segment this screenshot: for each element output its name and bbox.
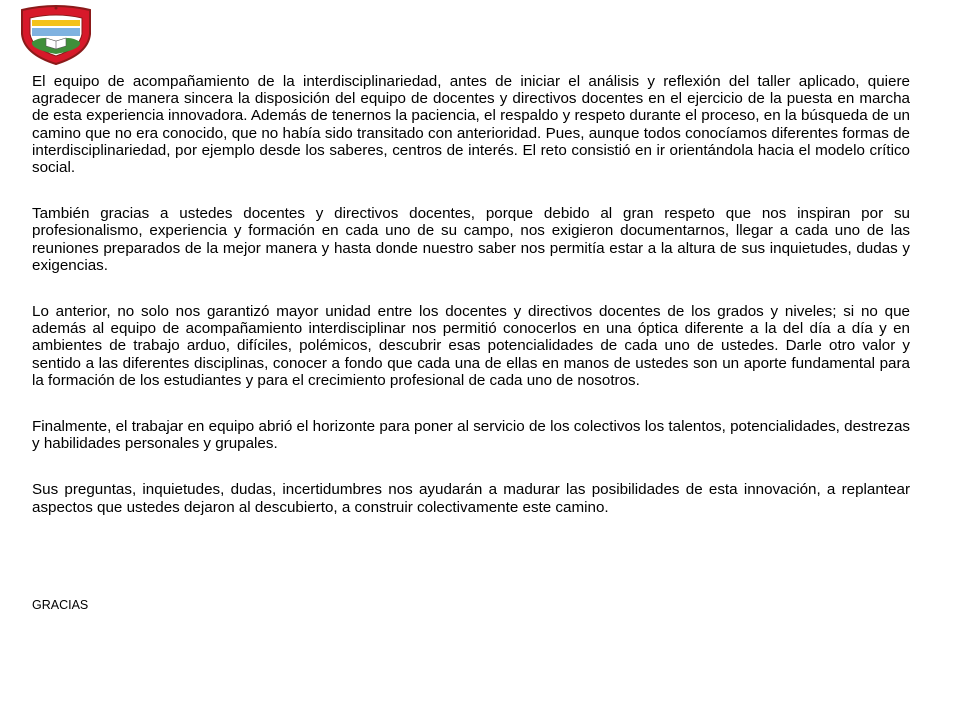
paragraph-2: También gracias a ustedes docentes y directivos docentes, porque debido al gran respeto que nos inspiran por su profesionalismo, experiencia y formación en cada uno de su campo, nos exigieron documentarnos, llegar a cada uno de las reuniones preparados de la mejor manera y hasta donde nuestro saber nos permitía estar a la altura de sus inquietudes, dudas y exigencias. xyxy=(32,205,910,274)
paragraph-4: Finalmente, el trabajar en equipo abrió el horizonte para poner al servicio de los colectivos los talentos, potencialidades, destrezas y habilidades personales y grupales. xyxy=(32,418,910,453)
paragraph-3: Lo anterior, no solo nos garantizó mayor unidad entre los docentes y directivos docentes de los grados y niveles; si no que además al equipo de acompañamiento interdisciplinar nos permitió conocerlos en una óptica diferente a la del día a día y en ambientes de trabajo arduo, difíciles, polémicos, descubrir esas potencialidades de cada uno de ustedes. Darle otro valor y sentido a las diferentes disciplinas, conocer a fondo que cada una de ellas en manos de ustedes son un aporte fundamental para la formación de los estudiantes y para el crecimiento profesional de cada uno de nosotros. xyxy=(32,303,910,389)
closing-thanks: GRACIAS xyxy=(32,598,89,612)
document-body xyxy=(32,73,910,545)
paragraph-1: El equipo de acompañamiento de la interdisciplinariedad, antes de iniciar el análisis y reflexión del taller aplicado, quiere agradecer de manera sincera la disposición del equipo de docentes y directivos docentes en el ejercicio de la puesta en marcha de esta experiencia innovadora. Además de tenernos la paciencia, el respaldo y respeto durante el proceso, en la búsqueda de un camino que no era conocido, que no había sido transitado con anterioridad. Pues, aunque todos conocíamos diferentes formas de interdisciplinariedad, por ejemplo desde los saberes, centros de interés. El reto consistió en ir orientándola hacia el modelo crítico social. xyxy=(32,73,910,177)
paragraph-5: Sus preguntas, inquietudes, dudas, incertidumbres nos ayudarán a madurar las posibilidades de esta innovación, a replantear aspectos que ustedes dejaron al descubierto, a construir colectivamente este camino. xyxy=(32,481,910,516)
shield-logo-graphic xyxy=(18,4,94,66)
school-shield-icon xyxy=(18,4,94,66)
